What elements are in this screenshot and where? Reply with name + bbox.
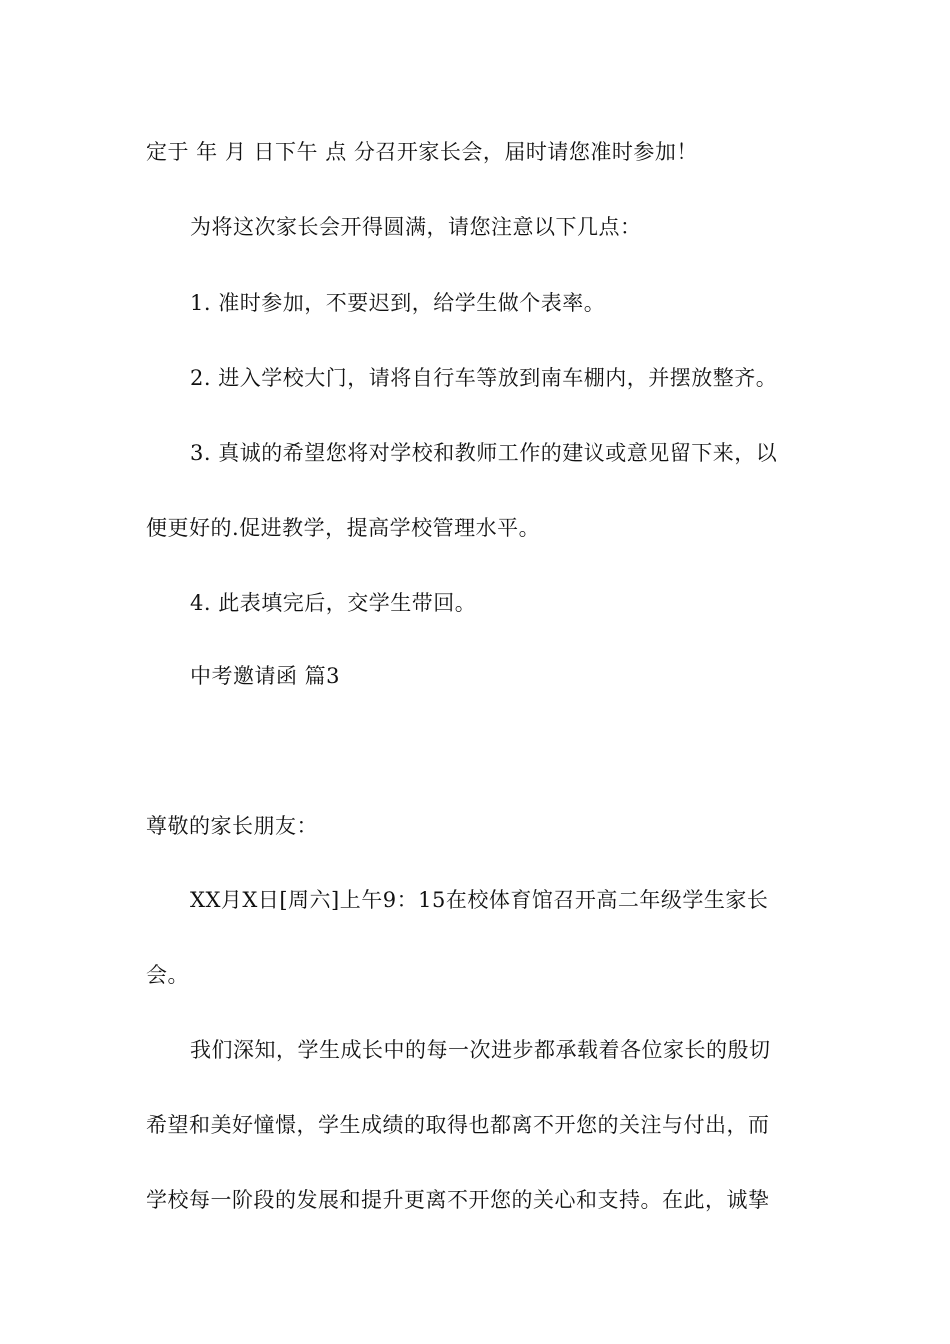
text-line-item-3-continued: 便更好的.促进教学，提高学校管理水平。 <box>146 516 541 540</box>
text-line-meeting-date: XX月X日[周六]上午9：15在校体育馆召开高二年级学生家长 <box>190 888 769 912</box>
text-line-item-3: 3. 真诚的希望您将对学校和教师工作的建议或意见留下来，以 <box>190 441 778 465</box>
paragraph-line-2: 希望和美好憧憬，学生成绩的取得也都离不开您的关注与付出，而 <box>146 1113 770 1137</box>
paragraph-line-3: 学校每一阶段的发展和提升更离不开您的关心和支持。在此，诚挚 <box>146 1188 770 1212</box>
text-line-item-4: 4. 此表填完后，交学生带回。 <box>190 591 477 615</box>
text-line-meeting-time: 定于 年 月 日下午 点 分召开家长会，届时请您准时参加！ <box>146 140 698 164</box>
paragraph-line-1: 我们深知，学生成长中的每一次进步都承载着各位家长的殷切 <box>190 1038 771 1062</box>
text-line-item-2: 2. 进入学校大门，请将自行车等放到南车棚内，并摆放整齐。 <box>190 366 778 390</box>
section-heading: 中考邀请函 篇3 <box>190 664 341 688</box>
salutation: 尊敬的家长朋友： <box>146 814 318 838</box>
text-line-meeting-date-continued: 会。 <box>146 963 189 987</box>
text-line-item-1: 1. 准时参加，不要迟到，给学生做个表率。 <box>190 291 606 315</box>
text-line-notice-intro: 为将这次家长会开得圆满，请您注意以下几点： <box>190 215 642 239</box>
